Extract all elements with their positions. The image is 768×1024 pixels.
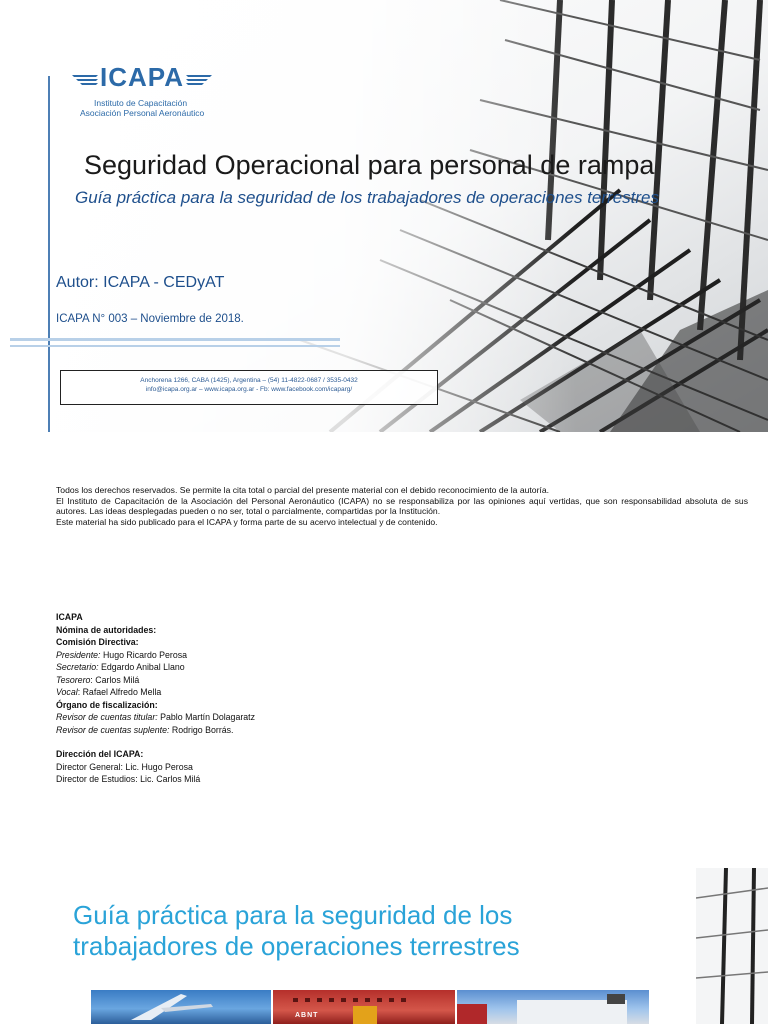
legal-paragraph: Todos los derechos reservados. Se permite la cita total o parcial del presente material con el debido reconocimiento de la autoría. xyxy=(56,485,549,495)
role-label: Secretario: xyxy=(56,662,99,672)
member-name: Pablo Martín Dolagaratz xyxy=(157,712,256,722)
logo-subtitle-line2: Asociación Personal Aeronáutico xyxy=(80,108,205,118)
ground-vehicle-photo xyxy=(457,990,649,1024)
aircraft-photo xyxy=(273,990,455,1024)
role-label: Tesorero xyxy=(56,674,91,685)
director-line: Director General: Lic. Hugo Perosa xyxy=(56,761,193,772)
role-label: Vocal xyxy=(56,687,78,697)
icapa-logo xyxy=(72,62,222,122)
audit-heading: Órgano de fiscalización: xyxy=(56,699,158,710)
org-name: ICAPA xyxy=(56,612,83,622)
contact-box xyxy=(60,370,438,405)
wing-right-icon xyxy=(184,72,212,86)
authorities-list xyxy=(56,611,255,786)
legal-paragraph: El Instituto de Capacitación de la Asociación del Personal Aeronáutico (ICAPA) no se responsabiliza por las opiniones aquí vertidas, que son responsabilidad absoluta de sus autores. Las ideas desplegadas pueden o no ser, total o parcialmente, compartidas por la Institución. xyxy=(56,495,748,517)
director-line: Director de Estudios: Lic. Carlos Milá xyxy=(56,774,201,784)
role-label: Presidente: xyxy=(56,649,101,660)
legal-notice xyxy=(56,485,748,527)
member-name: Edgardo Anibal Llano xyxy=(98,662,185,672)
left-accent-line xyxy=(48,76,50,432)
section-title-line: trabajadores de operaciones terrestres xyxy=(73,931,520,961)
vehicle-icon xyxy=(457,990,649,1024)
photo-strip xyxy=(91,990,649,1024)
direction-heading: Dirección del ICAPA: xyxy=(56,749,144,759)
contact-web: info@icapa.org.ar – www.icapa.org.ar - Fb: www.facebook.com/icaparg/ xyxy=(145,386,353,393)
section-title-line: Guía práctica para la seguridad de los xyxy=(73,900,513,930)
audit-member xyxy=(56,711,255,724)
member-name: Rodrigo Borrás. xyxy=(169,724,234,735)
aircraft-registration: ABNT xyxy=(295,1012,319,1019)
wing-left-icon xyxy=(72,72,100,86)
board-member xyxy=(56,649,255,662)
cover-page xyxy=(0,0,768,432)
member-name: Hugo Ricardo Perosa xyxy=(100,649,188,660)
board-member xyxy=(56,661,255,674)
board-member xyxy=(56,674,255,687)
document-subtitle: Guía práctica para la seguridad de los trabajadores de operaciones terrestres xyxy=(75,188,660,207)
spacer xyxy=(56,736,255,748)
contact-address: Anchorena 1266, CABA (1425), Argentina – (54) 11-4822-0687 / 3535-0432 xyxy=(140,377,358,384)
logo-wordmark: ICAPA xyxy=(100,62,184,92)
board-member xyxy=(56,686,255,699)
board-heading: Comisión Directiva: xyxy=(56,637,139,647)
airport-photo xyxy=(91,990,271,1024)
building-corner-image xyxy=(696,868,768,1024)
member-name: : Rafael Alfredo Mella xyxy=(77,687,162,697)
author-line: Autor: ICAPA - CEDyAT xyxy=(56,274,225,291)
authorities-heading: Nómina de autoridades: xyxy=(56,624,157,635)
document-title: Seguridad Operacional para personal de rampa xyxy=(84,150,655,180)
member-name: : Carlos Milá xyxy=(90,674,140,685)
section-title xyxy=(73,900,520,962)
publication-number: ICAPA N° 003 – Noviembre de 2018. xyxy=(56,313,244,325)
legal-paragraph: Este material ha sido publicado para el ICAPA y forma parte de su acervo intelectual y de contenido. xyxy=(56,516,438,527)
audit-member xyxy=(56,724,255,737)
role-label: Revisor de cuentas suplente: xyxy=(56,724,170,735)
role-label: Revisor de cuentas titular: xyxy=(56,712,158,722)
logo-subtitle-line1: Instituto de Capacitación xyxy=(94,98,188,108)
aircraft-icon xyxy=(91,990,271,1024)
divider-rule xyxy=(10,338,340,341)
divider-rule xyxy=(10,345,340,347)
